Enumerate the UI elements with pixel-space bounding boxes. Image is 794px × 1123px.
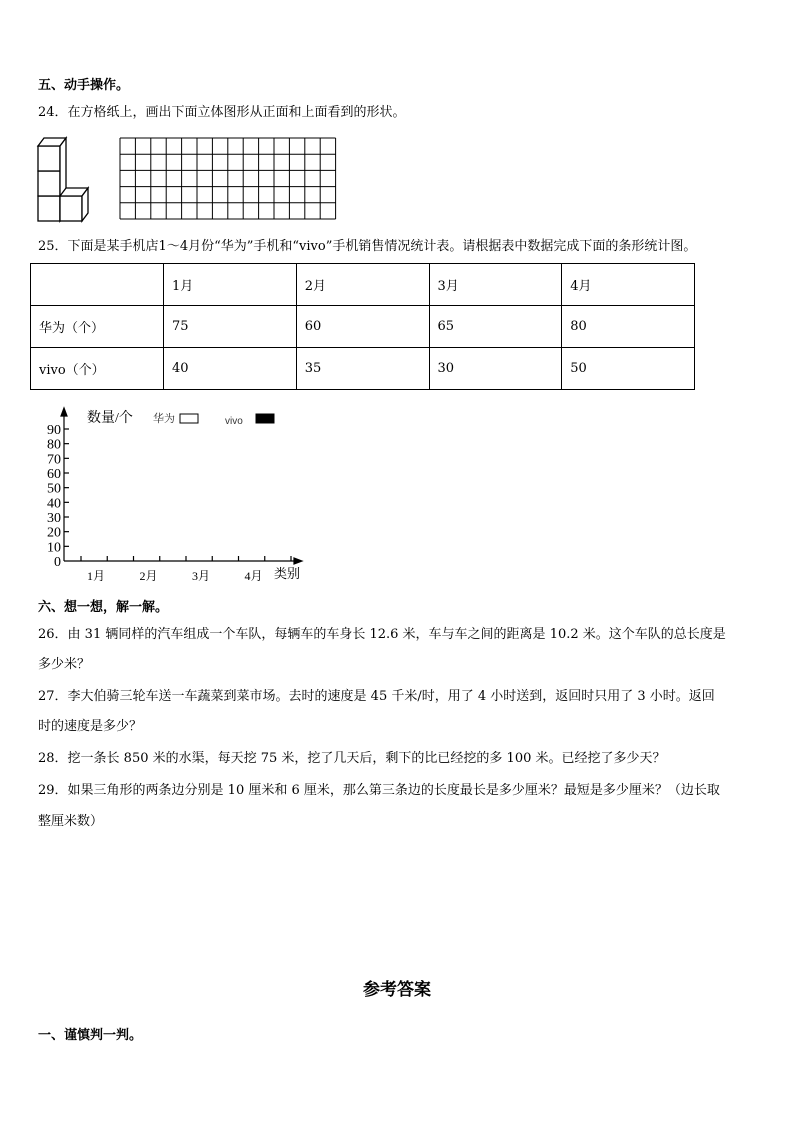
table-cell: 1月: [164, 264, 297, 306]
legend-swatch-huawei: [180, 414, 198, 423]
y-axis-arrow: [61, 408, 67, 416]
x-category-label: 2月: [139, 569, 158, 583]
y-tick-label: 20: [47, 525, 61, 541]
section-5-title: 五、动手操作。: [38, 78, 130, 93]
x-category-label: 4月: [244, 569, 263, 583]
table-cell: 30: [429, 348, 562, 390]
table-cell: 35: [296, 348, 429, 390]
x-axis-arrow: [294, 558, 302, 564]
y-tick-label: 60: [47, 467, 61, 482]
sales-table: [30, 263, 695, 390]
y-tick-label: 80: [47, 437, 61, 453]
table-cell: [31, 264, 164, 306]
table-cell: 3月: [429, 264, 562, 306]
x-axis-label: 类别: [274, 566, 301, 581]
question-28: 28．挖一条长 850 米的水渠，每天挖 75 米，挖了几天后，剩下的比已经挖的多 100 米。已经挖了多少天？: [38, 751, 666, 766]
table-cell: 40: [164, 348, 297, 390]
y-axis-label: 数量/个: [87, 411, 133, 426]
table-cell: 80: [562, 306, 695, 348]
question-26-line-1: 26．由 31 辆同样的汽车组成一个车队，每辆车的车身长 12.6 米，车与车之间的距离是 10.2 米。这个车队的总长度是: [38, 627, 726, 642]
legend-swatch-vivo: [256, 414, 274, 423]
bar-chart[interactable]: [30, 400, 320, 590]
cube-figure: [36, 132, 100, 224]
y-tick-label: 50: [47, 481, 61, 497]
x-category-label: 3月: [191, 569, 211, 583]
question-26-line-2: 多少米？: [38, 657, 91, 672]
table-row: [31, 348, 695, 390]
section-6-title: 六、想一想，解一解。: [38, 600, 169, 615]
table-row: [31, 306, 695, 348]
table-cell: 60: [296, 306, 429, 348]
y-tick-label: 0: [54, 555, 61, 570]
question-24: 24．在方格纸上，画出下面立体图形从正面和上面看到的形状。: [38, 105, 406, 120]
question-25: 25．下面是某手机店1～4月份“华为”手机和“vivo”手机销售情况统计表。请根据表中数据完成下面的条形统计图。: [38, 239, 697, 254]
question-27-line-1: 27．李大伯骑三轮车送一车蔬菜到菜市场。去时的速度是 45 千米/时，用了 4 小时送到，返回时只用了 3 小时。返回: [38, 689, 715, 704]
legend-label-huawei: 华为: [153, 413, 175, 425]
table-header-row: [31, 264, 695, 306]
legend-label-vivo: vivo: [225, 416, 243, 427]
table-cell: 75: [164, 306, 297, 348]
answer-section-1: 一、谨慎判一判。: [38, 1028, 143, 1043]
table-cell: 4月: [562, 264, 695, 306]
y-tick-label: 40: [47, 496, 61, 512]
table-cell: 2月: [296, 264, 429, 306]
table-cell: 50: [562, 348, 695, 390]
table-cell: 华为（个）: [31, 306, 164, 348]
answer-title: 参考答案: [363, 980, 431, 1000]
x-category-label: 1月: [86, 569, 106, 583]
grid-paper[interactable]: [118, 136, 342, 220]
question-29-line-1: 29．如果三角形的两条边分别是 10 厘米和 6 厘米，那么第三条边的长度最长是多少厘米？最短是多少厘米？（边长取: [38, 783, 720, 798]
y-tick-label: 70: [47, 452, 61, 468]
table-cell: vivo（个）: [31, 348, 164, 390]
y-tick-label: 30: [47, 511, 61, 526]
y-tick-label: 90: [47, 423, 61, 438]
table-cell: 65: [429, 306, 562, 348]
question-27-line-2: 时的速度是多少？: [38, 719, 143, 734]
y-tick-label: 10: [47, 540, 61, 556]
question-29-line-2: 整厘米数）: [38, 814, 104, 829]
